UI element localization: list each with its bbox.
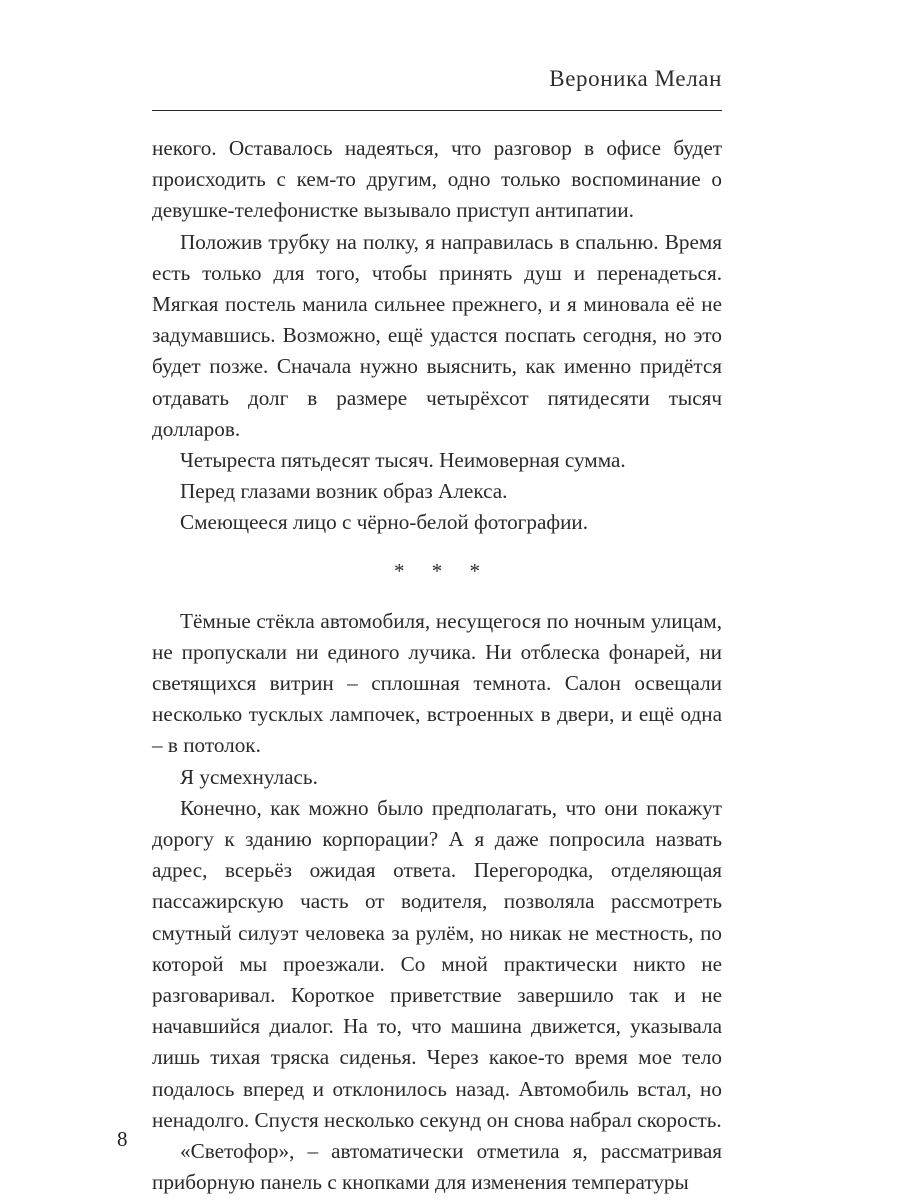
paragraph: Четыреста пятьдесят тысяч. Неимоверная сумма. [180, 448, 626, 473]
running-header-author: Вероника Мелан [549, 66, 722, 91]
scene-break-separator: * * * [394, 558, 491, 583]
paragraph: некого. Оставалось надеяться, что разговор в офисе будет происходить с кем-то другим, одно только воспоминание о девушке-телефонистке вызывало приступ антипатии. [152, 136, 722, 223]
paragraph: «Светофор», – автоматически отметила я, рассматривая приборную панель с кнопками для изменения температуры [152, 1139, 722, 1195]
paragraph: Положив трубку на полку, я направилась в спальню. Время есть только для того, чтобы принять душ и перенадеться. Мягкая постель манила сильнее прежнего, и я миновала её не задумавшись. Возможно, ещё удастся поспать сегодня, но это будет позже. Сначала нужно выяснить, как именно придётся отдавать долг в размере четырёхсот пятидесяти тысяч долларов. [152, 229, 722, 441]
paragraph: Перед глазами возник образ Алекса. [180, 479, 508, 504]
page-number: 8 [117, 1127, 128, 1151]
paragraph: Тёмные стёкла автомобиля, несущегося по ночным улицам, не пропускали ни единого лучика. Ни отблеска фонарей, ни светящихся витрин – сплошная темнота. Салон освещали несколько тусклых лампочек, встроенных в двери, и ещё одна – в потолок. [152, 608, 722, 758]
paragraph: Я усмехнулась. [180, 764, 318, 789]
body-text-block [152, 133, 722, 1199]
paragraph: Смеющееся лицо с чёрно-белой фотографии. [180, 510, 589, 535]
header-rule [152, 110, 722, 111]
paragraph: Конечно, как можно было предполагать, что они покажут дорогу к зданию корпорации? А я даже попросила назвать адрес, всерьёз ожидая ответа. Перегородка, отделяющая пассажирскую часть от водителя, позволяла рассмотреть смутный силуэт человека за рулём, но никак не местность, по которой мы проезжали. Со мной практически никто не разговаривал. Короткое приветствие завершило так и не начавшийся диалог. На то, что машина движется, указывала лишь тихая тряска сиденья. Через какое-то время мое тело подалось вперед и отклонилось назад. Автомобиль встал, но ненадолго. Спустя несколько секунд он снова набрал скорость. [152, 795, 722, 1132]
